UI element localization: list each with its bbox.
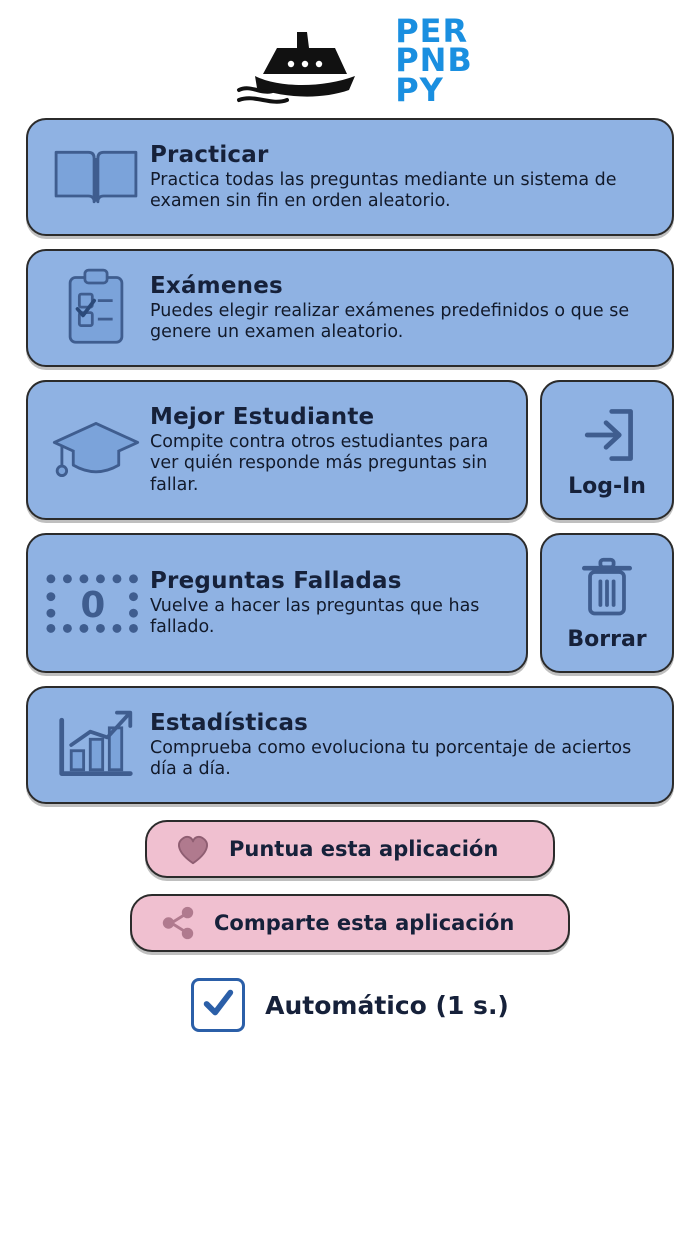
card-text-estadisticas — [150, 710, 658, 781]
borrar-label: Borrar — [567, 626, 647, 652]
card-title: Practicar — [150, 141, 269, 168]
card-title: Estadísticas — [150, 709, 309, 736]
brand-title — [395, 11, 473, 109]
card-text-practicar — [150, 142, 658, 213]
bar-chart-growth-icon — [42, 705, 150, 785]
card-estadisticas[interactable] — [26, 686, 674, 804]
share-button-wrap — [0, 894, 700, 952]
card-text-preguntas-falladas — [150, 568, 512, 639]
card-description: Vuelve a hacer las preguntas que has fallado. — [150, 595, 480, 637]
card-description: Practica todas las preguntas mediante un sistema de examen sin fin en orden aleatorio. — [150, 169, 617, 211]
card-text-examenes — [150, 273, 658, 344]
card-description: Comprueba como evoluciona tu porcentaje de aciertos día a día. — [150, 737, 632, 779]
card-preguntas-falladas[interactable] — [26, 533, 528, 673]
card-title: Mejor Estudiante — [150, 403, 375, 430]
share-icon — [158, 904, 198, 942]
card-mejor-estudiante[interactable] — [26, 380, 528, 520]
card-description: Puedes elegir realizar exámenes predefinidos o que se genere un examen aleatorio. — [150, 300, 630, 342]
row-preguntas-falladas — [26, 533, 674, 673]
open-book-icon — [42, 139, 150, 215]
checkmark-icon — [199, 984, 237, 1026]
brand-line-2: PNB — [395, 41, 473, 80]
rate-app-button[interactable] — [145, 820, 555, 878]
auto-mode-checkbox[interactable] — [191, 978, 245, 1032]
card-practicar[interactable] — [26, 118, 674, 236]
trash-icon — [578, 555, 636, 625]
card-examenes[interactable] — [26, 249, 674, 367]
share-app-button[interactable] — [130, 894, 570, 952]
auto-mode-row[interactable] — [0, 978, 700, 1032]
share-app-label: Comparte esta aplicación — [214, 911, 515, 935]
heart-icon — [173, 832, 213, 866]
row-practicar — [26, 118, 674, 236]
graduation-cap-icon — [42, 414, 150, 486]
counter-zero-icon — [42, 556, 150, 650]
boat-icon — [227, 18, 377, 104]
card-text-mejor-estudiante — [150, 404, 512, 496]
login-button[interactable] — [540, 380, 674, 520]
card-description: Compite contra otros estudiantes para ver quién responde más preguntas sin fallar. — [150, 431, 489, 495]
brand-line-3: PY — [395, 70, 444, 109]
auto-mode-label: Automático (1 s.) — [265, 990, 509, 1020]
rate-app-label: Puntua esta aplicación — [229, 837, 499, 861]
login-arrow-icon — [574, 402, 640, 472]
row-mejor-estudiante — [26, 380, 674, 520]
rate-button-wrap — [0, 820, 700, 878]
card-title: Exámenes — [150, 272, 283, 299]
borrar-button[interactable] — [540, 533, 674, 673]
menu-list — [0, 118, 700, 804]
app-header — [0, 0, 700, 118]
failed-count: 0 — [80, 584, 106, 626]
login-label: Log-In — [568, 473, 646, 499]
clipboard-checklist-icon — [42, 266, 150, 350]
row-estadisticas — [26, 686, 674, 804]
card-title: Preguntas Falladas — [150, 567, 402, 594]
brand-line-1: PER — [395, 11, 469, 50]
row-examenes — [26, 249, 674, 367]
